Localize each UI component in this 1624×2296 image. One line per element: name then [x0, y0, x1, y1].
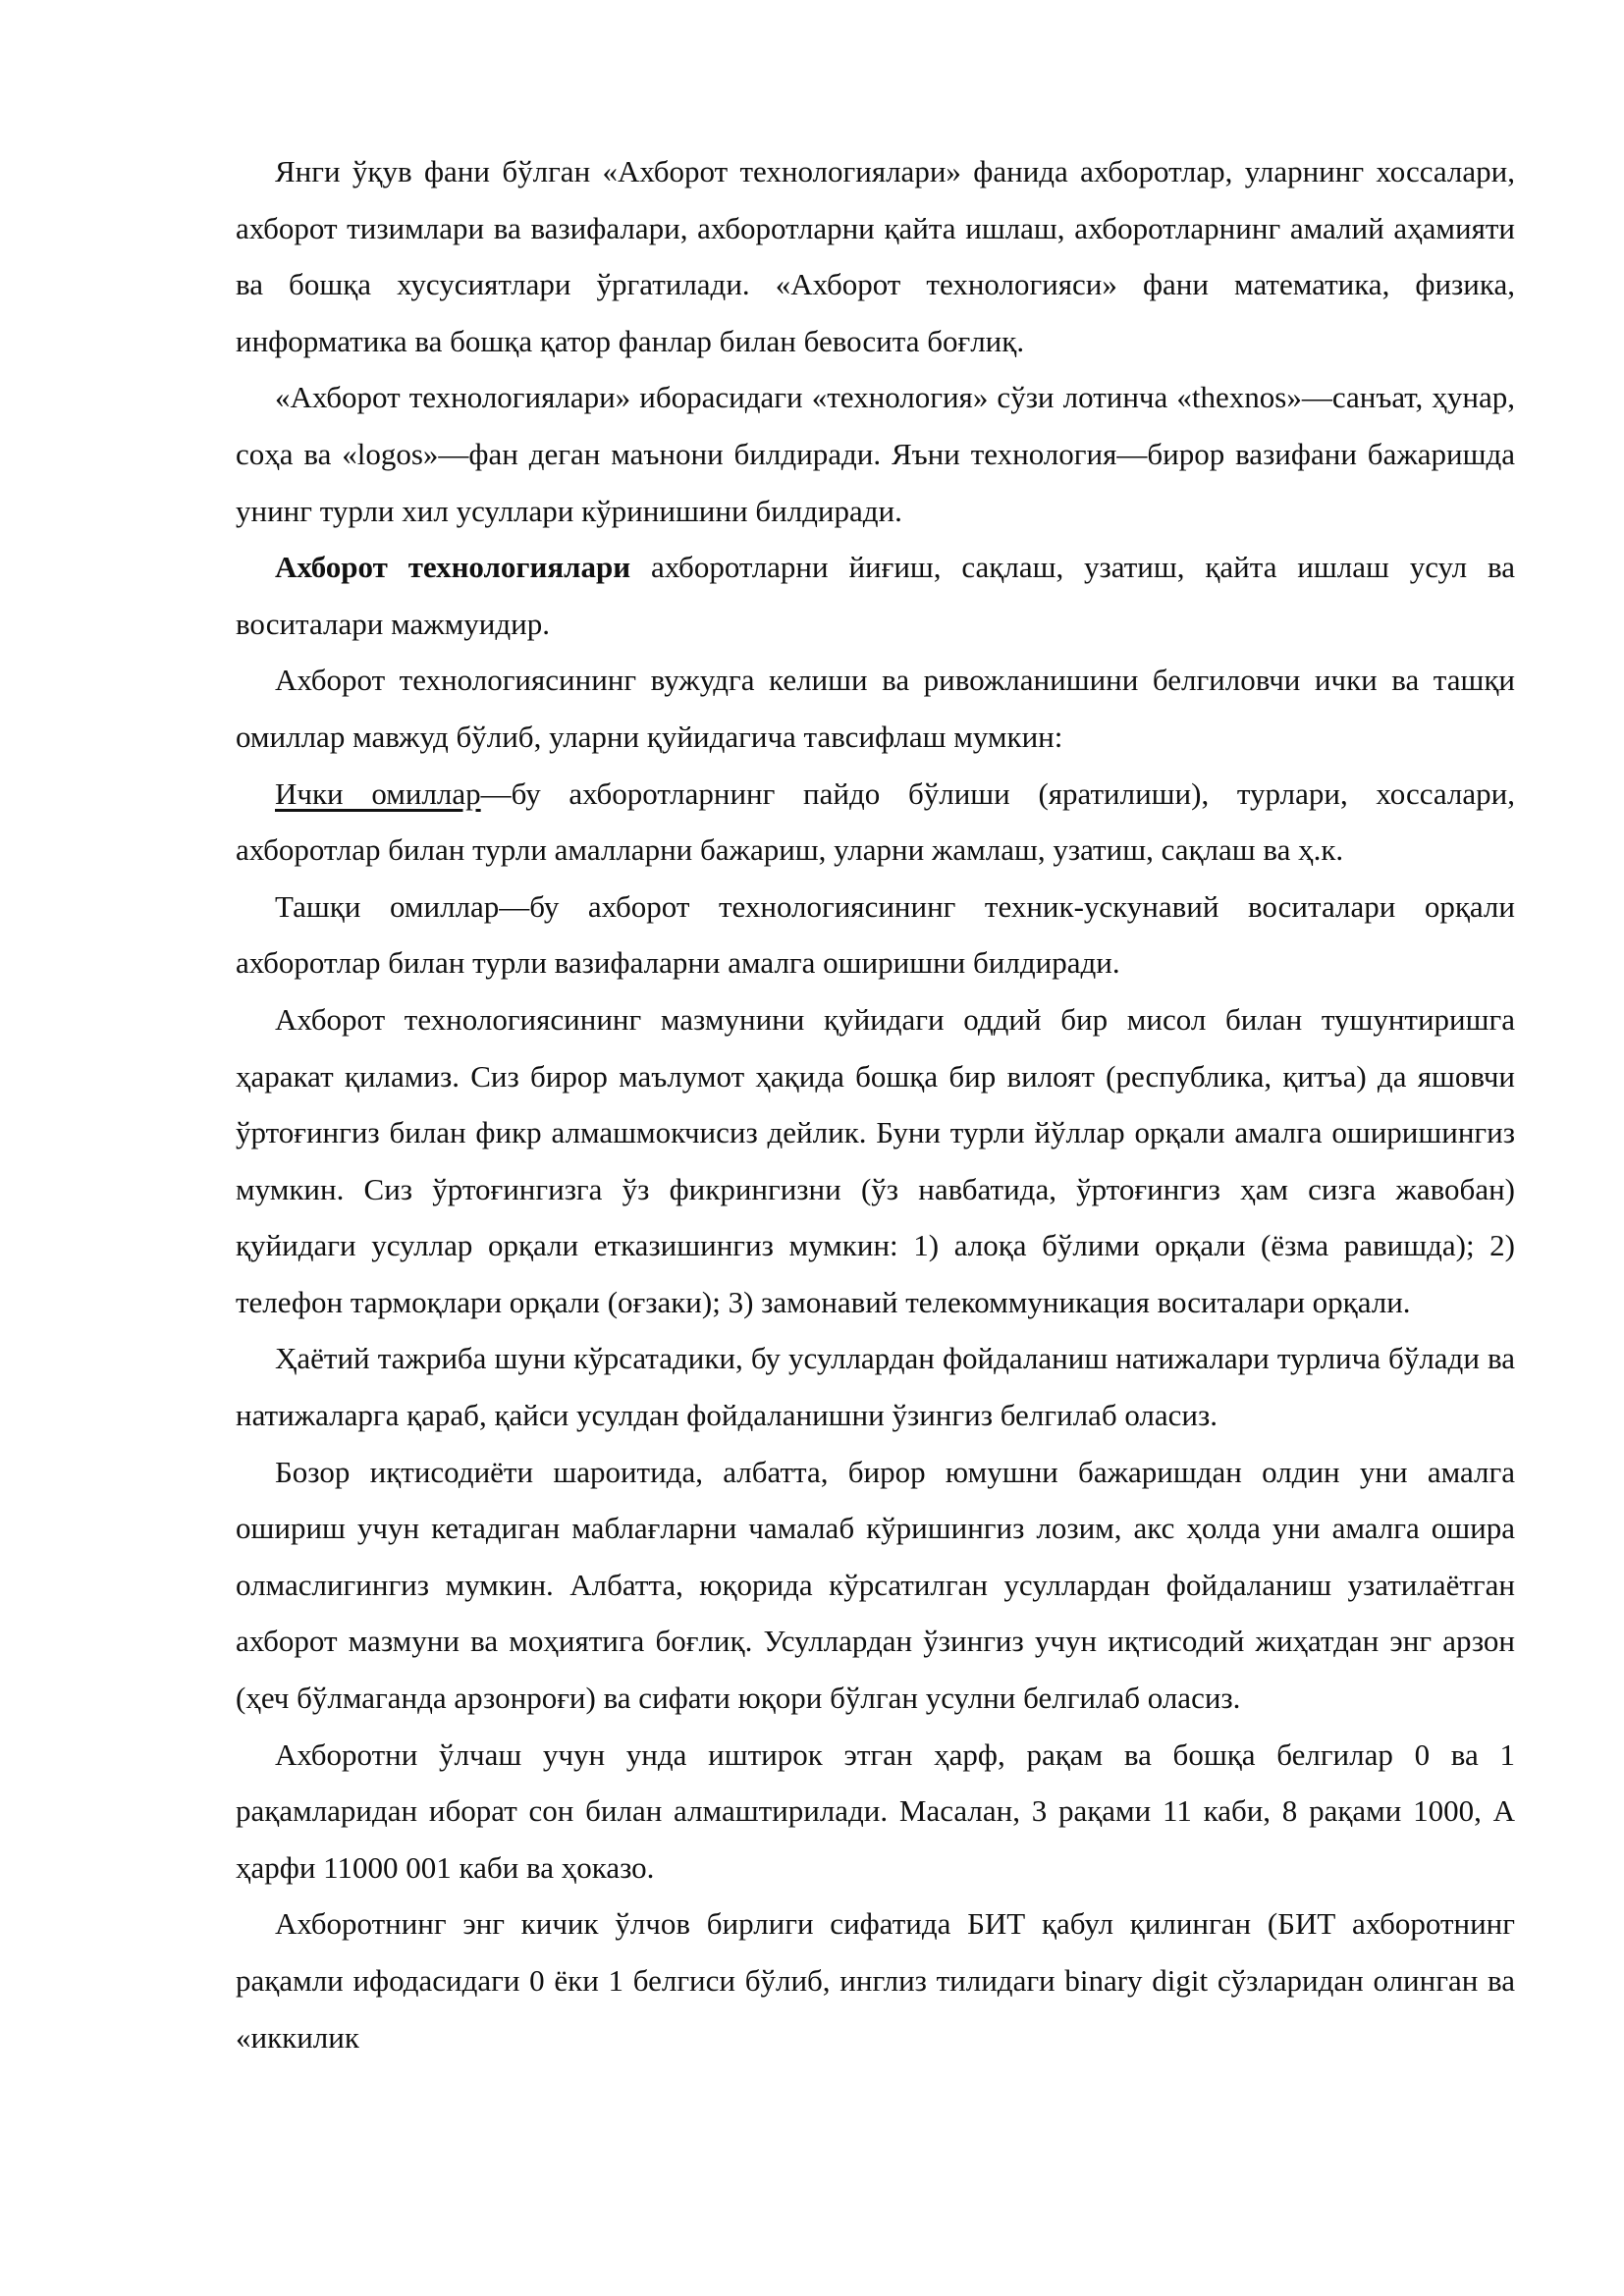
paragraph-8: Ҳаётий тажриба шуни кўрсатадики, бу усуллардан фойдаланиш натижалари турлича бўлади ва натижаларга қараб, қайси усулдан фойдаланишни ўзингиз белгилаб оласиз.: [236, 1341, 1515, 1433]
term-bold: Ахборот технологиялари: [275, 550, 631, 585]
paragraph-7: Ахборот технологиясининг мазмунини қуйидаги оддий бир мисол билан тушунтиришга ҳаракат қиламиз. Сиз бирор маълумот ҳақида бошқа бир вилоят (республика, қитъа) да яшовчи ўртоғингиз билан фикр алмашмокчисиз дейлик. Буни турли йўллар орқали амалга оширишингиз мумкин. Сиз ўртоғингизга ўз фикрингизни (ўз навбатида, ўртоғингиз ҳам сизга жавобан) қуйидаги усуллар орқали етказишингиз мумкин: 1) алоқа бўлими орқали (ёзма равишда); 2) телефон тармоқлари орқали (оғзаки); 3) замонавий телекоммуникация воситалари орқали.: [236, 1001, 1515, 1319]
paragraph-5: [236, 766, 1515, 879]
paragraph-5-text: —бу ахборотларнинг пайдо бўлиши (яратилиши), турлари, хоссалари, ахборотлар билан турли амалларни бажариш, уларни жамлаш, узатиш, сақлаш ва ҳ.к.: [236, 775, 1515, 868]
paragraph-9: Бозор иқтисодиёти шароитида, албатта, бирор юмушни бажаришдан олдин уни амалга ошириш учун кетадиган маблағларни чамалаб кўришингиз лозим, акс ҳолда уни амалга ошира олмаслигингиз мумкин. Албатта, юқорида кўрсатилган усуллардан фойдаланиш узатилаётган ахборот мазмуни ва моҳиятига боғлиқ. Усуллардан ўзингиз учун иқтисодий жиҳатдан энг арзон (ҳеч бўлмаганда арзонроғи) ва сифати юқори бўлган усулни белгилаб оласиз.: [236, 1454, 1515, 1716]
paragraph-3: [236, 539, 1515, 652]
term-underlined: Ички омиллар: [275, 775, 481, 811]
paragraph-6: Ташқи омиллар—бу ахборот технологиясининг техник-ускунавий воситалари орқали ахборотлар билан турли вазифаларни амалга оширишни билдиради.: [236, 888, 1515, 981]
document-page: [236, 143, 1515, 2065]
paragraph-4: Ахборот технологиясининг вужудга келиши ва ривожланишини белгиловчи ички ва ташқи омиллар мавжуд бўлиб, уларни қуйидагича тавсифлаш мумкин:: [236, 663, 1515, 754]
paragraph-10: Ахборотни ўлчаш учун унда иштирок этган ҳарф, рақам ва бошқа белгилар 0 ва 1 рақамларидан иборат сон билан алмаштирилади. Масалан, 3 рақами 11 каби, 8 рақами 1000, А ҳарфи 11000 001 каби ва ҳоказо.: [236, 1736, 1515, 1885]
paragraph-3-text: ахборотларни йиғиш, сақлаш, узатиш, қайта ишлаш усул ва воситалари мажмуидир.: [236, 550, 1515, 641]
paragraph-2: «Ахборот технологиялари» иборасидаги «технология» сўзи лотинча «thexnos»—санъат, ҳунар, соҳа ва «logos»—фан деган маънони билдиради. Яъни технология—бирор вазифани бажаришда унинг турли хил усуллари кўринишини билдиради.: [236, 380, 1515, 528]
paragraph-1: Янги ўқув фани бўлган «Ахборот технологиялари» фанида ахборотлар, уларнинг хоссалари, ахборот тизимлари ва вазифалари, ахборотларни қайта ишлаш, ахборотларнинг амалий аҳамияти ва бошқа хусусиятлари ўргатилади. «Ахборот технологияси» фани математика, физика, информатика ва бошқа қатор фанлар билан бевосита боғлиқ.: [236, 154, 1515, 358]
paragraph-11: Ахборотнинг энг кичик ўлчов бирлиги сифатида БИТ қабул қилинган (БИТ ахборотнинг рақамли ифодасидаги 0 ёки 1 белгиси бўлиб, инглиз тилидаги binary digit сўзларидан олинган ва «иккилик: [236, 1906, 1515, 2055]
